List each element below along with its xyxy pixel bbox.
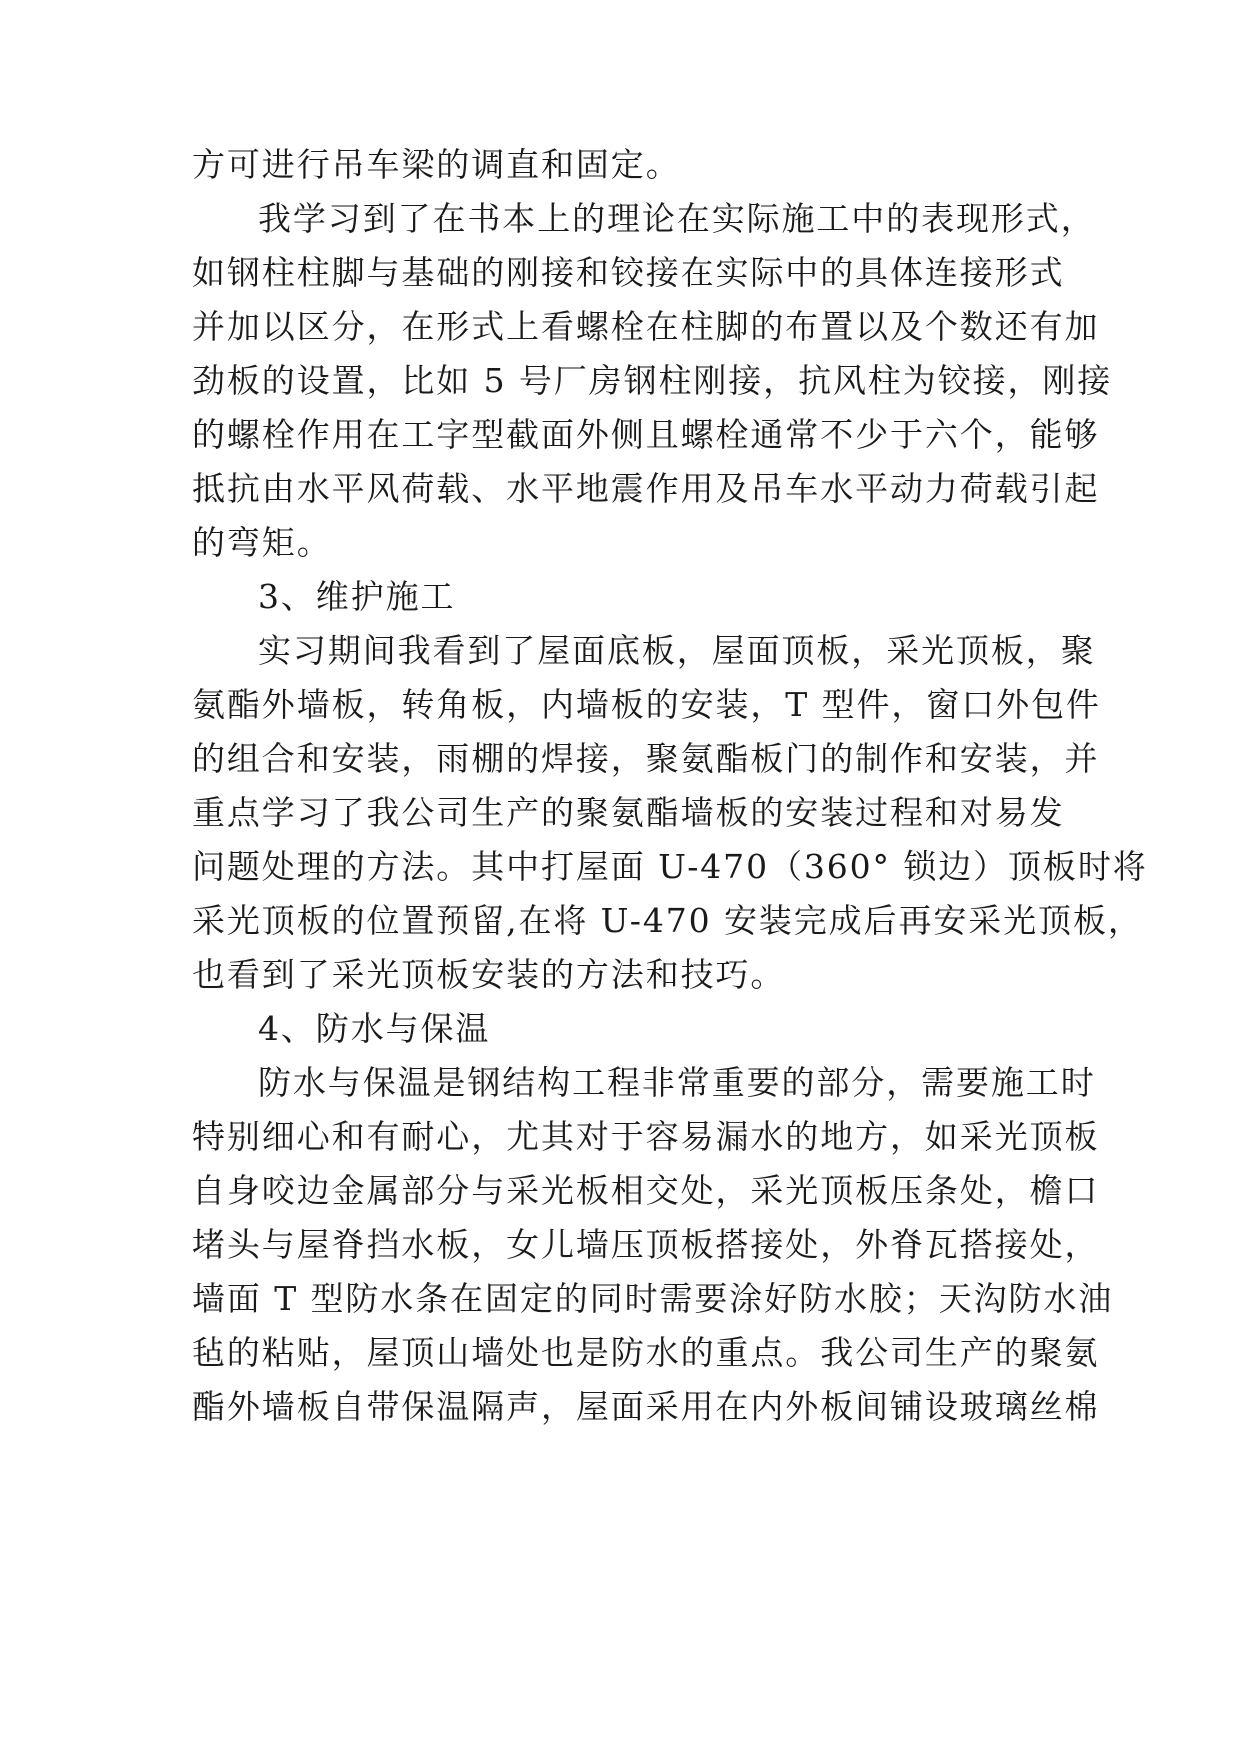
section-heading: 4、防水与保温	[258, 1009, 491, 1048]
text-line: 实习期间我看到了屋面底板，屋面顶板，采光顶板，聚	[258, 631, 1096, 670]
text-line: 的弯矩。	[192, 523, 332, 562]
text-line: 毡的粘贴，屋顶山墙处也是防水的重点。我公司生产的聚氨	[192, 1333, 1100, 1372]
text-line: 抵抗由水平风荷载、水平地震作用及吊车水平动力荷载引起	[192, 469, 1100, 508]
text-line: 也看到了采光顶板安装的方法和技巧。	[192, 955, 786, 994]
text-line: 劲板的设置，比如 5 号厂房钢柱刚接，抗风柱为铰接，刚接	[192, 361, 1113, 400]
text-line: 的组合和安装，雨棚的焊接，聚氨酯板门的制作和安装，并	[192, 739, 1100, 778]
text-line: 问题处理的方法。其中打屋面 U-470（360° 锁边）顶板时将	[192, 847, 1148, 886]
text-line: 的螺栓作用在工字型截面外侧且螺栓通常不少于六个，能够	[192, 415, 1100, 454]
section-heading: 3、维护施工	[258, 577, 456, 616]
text-line: 特别细心和有耐心，尤其对于容易漏水的地方，如采光顶板	[192, 1117, 1100, 1156]
text-line: 采光顶板的位置预留,在将 U-470 安装完成后再安采光顶板，	[192, 901, 1143, 940]
text-line: 自身咬边金属部分与采光板相交处，采光顶板压条处，檐口	[192, 1171, 1100, 1210]
text-line: 酯外墙板自带保温隔声，屋面采用在内外板间铺设玻璃丝棉	[192, 1387, 1100, 1426]
text-line: 墙面 T 型防水条在固定的同时需要涂好防水胶；天沟防水油	[192, 1279, 1114, 1318]
text-line: 如钢柱柱脚与基础的刚接和铰接在实际中的具体连接形式	[192, 253, 1065, 292]
text-line: 氨酯外墙板，转角板，内墙板的安装，T 型件，窗口外包件	[192, 685, 1101, 724]
text-line: 重点学习了我公司生产的聚氨酯墙板的安装过程和对易发	[192, 793, 1065, 832]
text-line: 堵头与屋脊挡水板，女儿墙压顶板搭接处，外脊瓦搭接处，	[192, 1225, 1100, 1264]
text-line: 并加以区分，在形式上看螺栓在柱脚的布置以及个数还有加	[192, 307, 1100, 346]
text-line: 防水与保温是钢结构工程非常重要的部分，需要施工时	[258, 1063, 1096, 1102]
text-line: 我学习到了在书本上的理论在实际施工中的表现形式，	[258, 199, 1096, 238]
text-line: 方可进行吊车梁的调直和固定。	[192, 145, 681, 184]
